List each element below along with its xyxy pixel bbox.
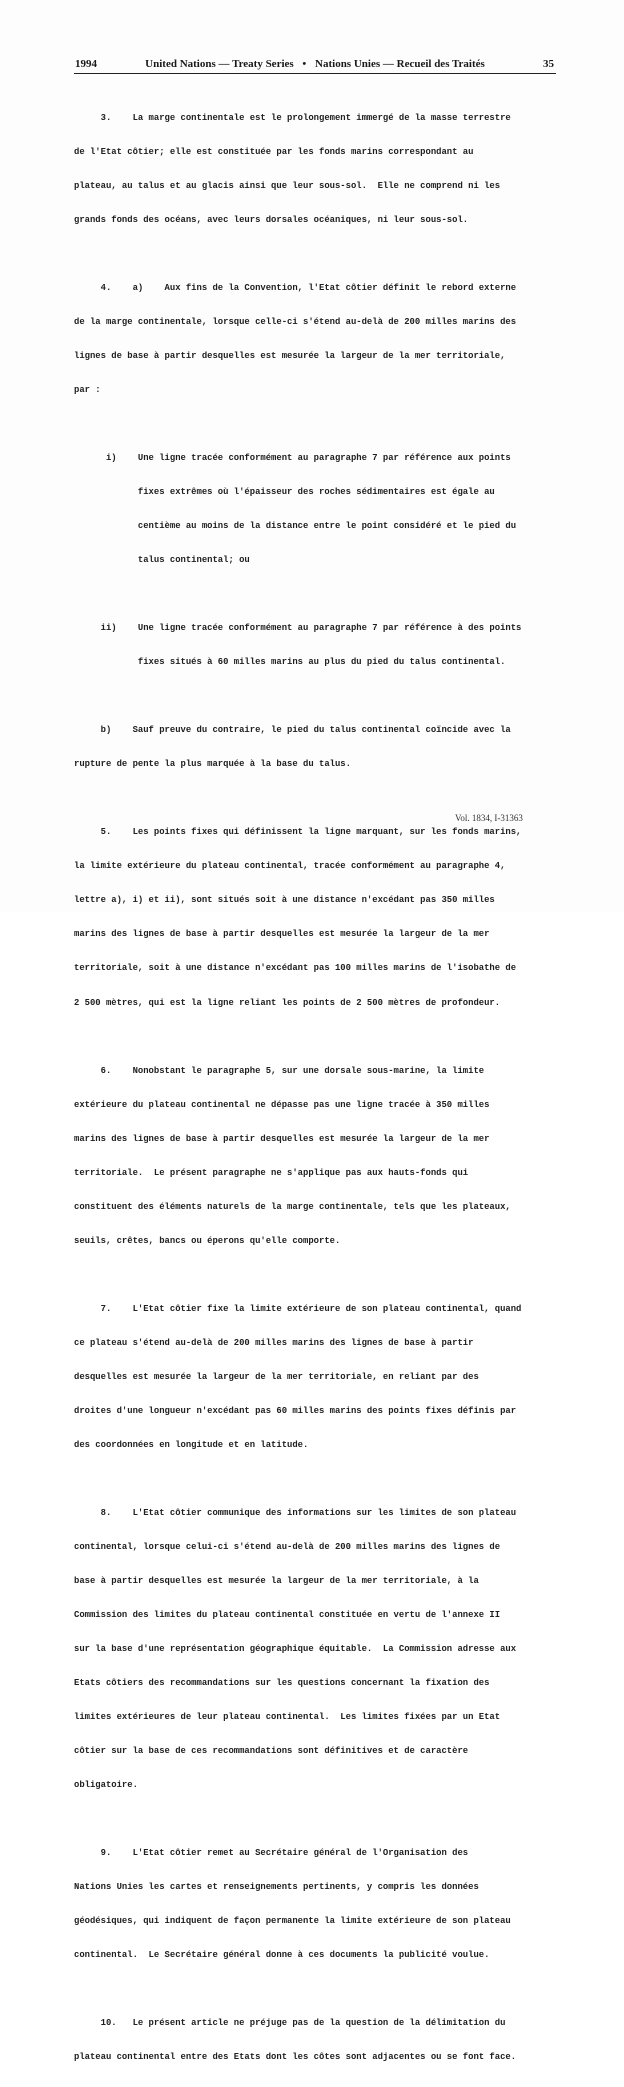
text-line: Commission des limites du plateau continental constituée en vertu de l'annexe II	[74, 1610, 501, 1621]
text-line: centième au moins de la distance entre le point considéré et le pied du	[74, 521, 517, 532]
text-line: 10. Le présent article ne préjuge pas de la question de la délimitation du	[74, 2018, 506, 2029]
text-line: territoriale, soit à une distance n'excédant pas 100 milles marins de l'isobathe de	[74, 963, 517, 974]
header-title-fr: Nations Unies — Recueil des Traités	[315, 58, 485, 70]
text-line: 5. Les points fixes qui définissent la ligne marquant, sur les fonds marins,	[74, 827, 522, 838]
text-line: Nations Unies les cartes et renseignements pertinents, y compris les données	[74, 1882, 479, 1893]
text-line: continental. Le Secrétaire général donne à ces documents la publicité voulue.	[74, 1950, 490, 1961]
text-line: plateau, au talus et au glacis ainsi que leur sous-sol. Elle ne comprend ni les	[74, 180, 501, 191]
text-line: fixes situés à 60 milles marins au plus du pied du talus continental.	[74, 657, 506, 668]
paragraph-7	[74, 1281, 564, 1474]
text-line: obligatoire.	[74, 1780, 138, 1791]
paragraph-spacer	[74, 589, 564, 600]
text-line: des coordonnées en longitude et en latitude.	[74, 1439, 309, 1450]
text-line: ii) Une ligne tracée conformément au paragraphe 7 par référence à des points	[74, 623, 522, 634]
text-line: Etats côtiers des recommandations sur les questions concernant la fixation des	[74, 1678, 490, 1689]
text-line: lignes de base à partir desquelles est mesurée la largeur de la mer territoriale,	[74, 350, 506, 361]
text-line: côtier sur la base de ces recommandations sont définitives et de caractère	[74, 1746, 469, 1757]
paragraph-spacer	[74, 1032, 564, 1043]
text-line: la limite extérieure du plateau continental, tracée conformément au paragraphe 4,	[74, 861, 506, 872]
document-body	[74, 90, 564, 2087]
text-line: ce plateau s'étend au-delà de 200 milles marins des lignes de base à partir	[74, 1337, 474, 1348]
text-line: grands fonds des océans, avec leurs dorsales océaniques, ni leur sous-sol.	[74, 214, 469, 225]
paragraph-5	[74, 805, 564, 1032]
text-line: par :	[74, 384, 101, 395]
text-line: 9. L'Etat côtier remet au Secrétaire général de l'Organisation des	[74, 1848, 469, 1859]
text-line: 7. L'Etat côtier fixe la limite extérieure de son plateau continental, quand	[74, 1303, 522, 1314]
text-line: sur la base d'une représentation géographique équitable. La Commission adresse aux	[74, 1644, 517, 1655]
paragraph-spacer	[74, 691, 564, 702]
paragraph-spacer	[74, 419, 564, 430]
paragraph-4a-ii	[74, 600, 564, 691]
text-line: desquelles est mesurée la largeur de la mer territoriale, en reliant par des	[74, 1371, 479, 1382]
volume-reference: Vol. 1834, I-31363	[455, 813, 523, 823]
text-line: continental, lorsque celui-ci s'étend au-delà de 200 milles marins des lignes de	[74, 1542, 501, 1552]
text-line: territoriale. Le présent paragraphe ne s'applique pas aux hauts-fonds qui	[74, 1167, 469, 1178]
text-line: 2 500 mètres, qui est la ligne reliant les points de 2 500 mètres de profondeur.	[74, 997, 501, 1008]
text-line: 8. L'Etat côtier communique des informations sur les limites de son plateau	[74, 1507, 517, 1518]
paragraph-spacer	[74, 249, 564, 260]
paragraph-spacer	[74, 1474, 564, 1485]
text-line: plateau continental entre des Etats dont les côtes sont adjacentes ou se font face.	[74, 2052, 517, 2063]
paragraph-spacer	[74, 1270, 564, 1281]
text-line: talus continental; ou	[74, 555, 250, 566]
text-line: fixes extrêmes où l'épaisseur des roches sédimentaires est égale au	[74, 487, 495, 498]
text-line: extérieure du plateau continental ne dépasse pas une ligne tracée à 350 milles	[74, 1099, 490, 1110]
text-line: b) Sauf preuve du contraire, le pied du talus continental coïncide avec la	[74, 725, 511, 736]
text-line: constituent des éléments naturels de la marge continentale, tels que les plateaux,	[74, 1201, 511, 1212]
text-line: géodésiques, qui indiquent de façon permanente la limite extérieure de son plateau	[74, 1916, 511, 1927]
paragraph-9	[74, 1826, 564, 1985]
text-line: 6. Nonobstant le paragraphe 5, sur une dorsale sous-marine, la limite	[74, 1065, 485, 1076]
header-separator: •	[302, 58, 307, 70]
paragraph-spacer	[74, 793, 564, 804]
paragraph-8	[74, 1485, 564, 1814]
paragraph-4b	[74, 703, 564, 794]
text-line: marins des lignes de base à partir desquelles est mesurée la largeur de la mer	[74, 929, 490, 940]
running-header	[74, 56, 556, 74]
text-line: marins des lignes de base à partir desquelles est mesurée la largeur de la mer	[74, 1133, 490, 1144]
text-line: base à partir desquelles est mesurée la largeur de la mer territoriale, à la	[74, 1576, 479, 1587]
paragraph-spacer	[74, 1984, 564, 1995]
text-line: droites d'une longueur n'excédant pas 60 milles marins des points fixes définis par	[74, 1405, 517, 1416]
header-title-en: United Nations — Treaty Series	[145, 58, 294, 70]
paragraph-spacer	[74, 1814, 564, 1825]
text-line: rupture de pente la plus marquée à la base du talus.	[74, 759, 351, 770]
text-line: de la marge continentale, lorsque celle-ci s'étend au-delà de 200 milles marins des	[74, 316, 517, 327]
text-line: de l'Etat côtier; elle est constituée par les fonds marins correspondant au	[74, 146, 474, 157]
page-number: 35	[543, 58, 554, 70]
header-title	[74, 58, 556, 70]
paragraph-4a	[74, 260, 564, 419]
text-line: 4. a) Aux fins de la Convention, l'Etat côtier définit le rebord externe	[74, 282, 517, 293]
paragraph-10	[74, 1996, 564, 2087]
text-line: 3. La marge continentale est le prolongement immergé de la masse terrestre	[74, 112, 511, 123]
paragraph-6	[74, 1043, 564, 1270]
paragraph-4a-i	[74, 430, 564, 589]
paragraph-3	[74, 90, 564, 249]
text-line: limites extérieures de leur plateau continental. Les limites fixées par un Etat	[74, 1712, 501, 1723]
text-line: i) Une ligne tracée conformément au paragraphe 7 par référence aux points	[74, 453, 511, 463]
text-line: seuils, crêtes, bancs ou éperons qu'elle comporte.	[74, 1235, 341, 1246]
text-line: lettre a), i) et ii), sont situés soit à une distance n'excédant pas 350 milles	[74, 895, 495, 906]
header-year: 1994	[75, 58, 97, 70]
